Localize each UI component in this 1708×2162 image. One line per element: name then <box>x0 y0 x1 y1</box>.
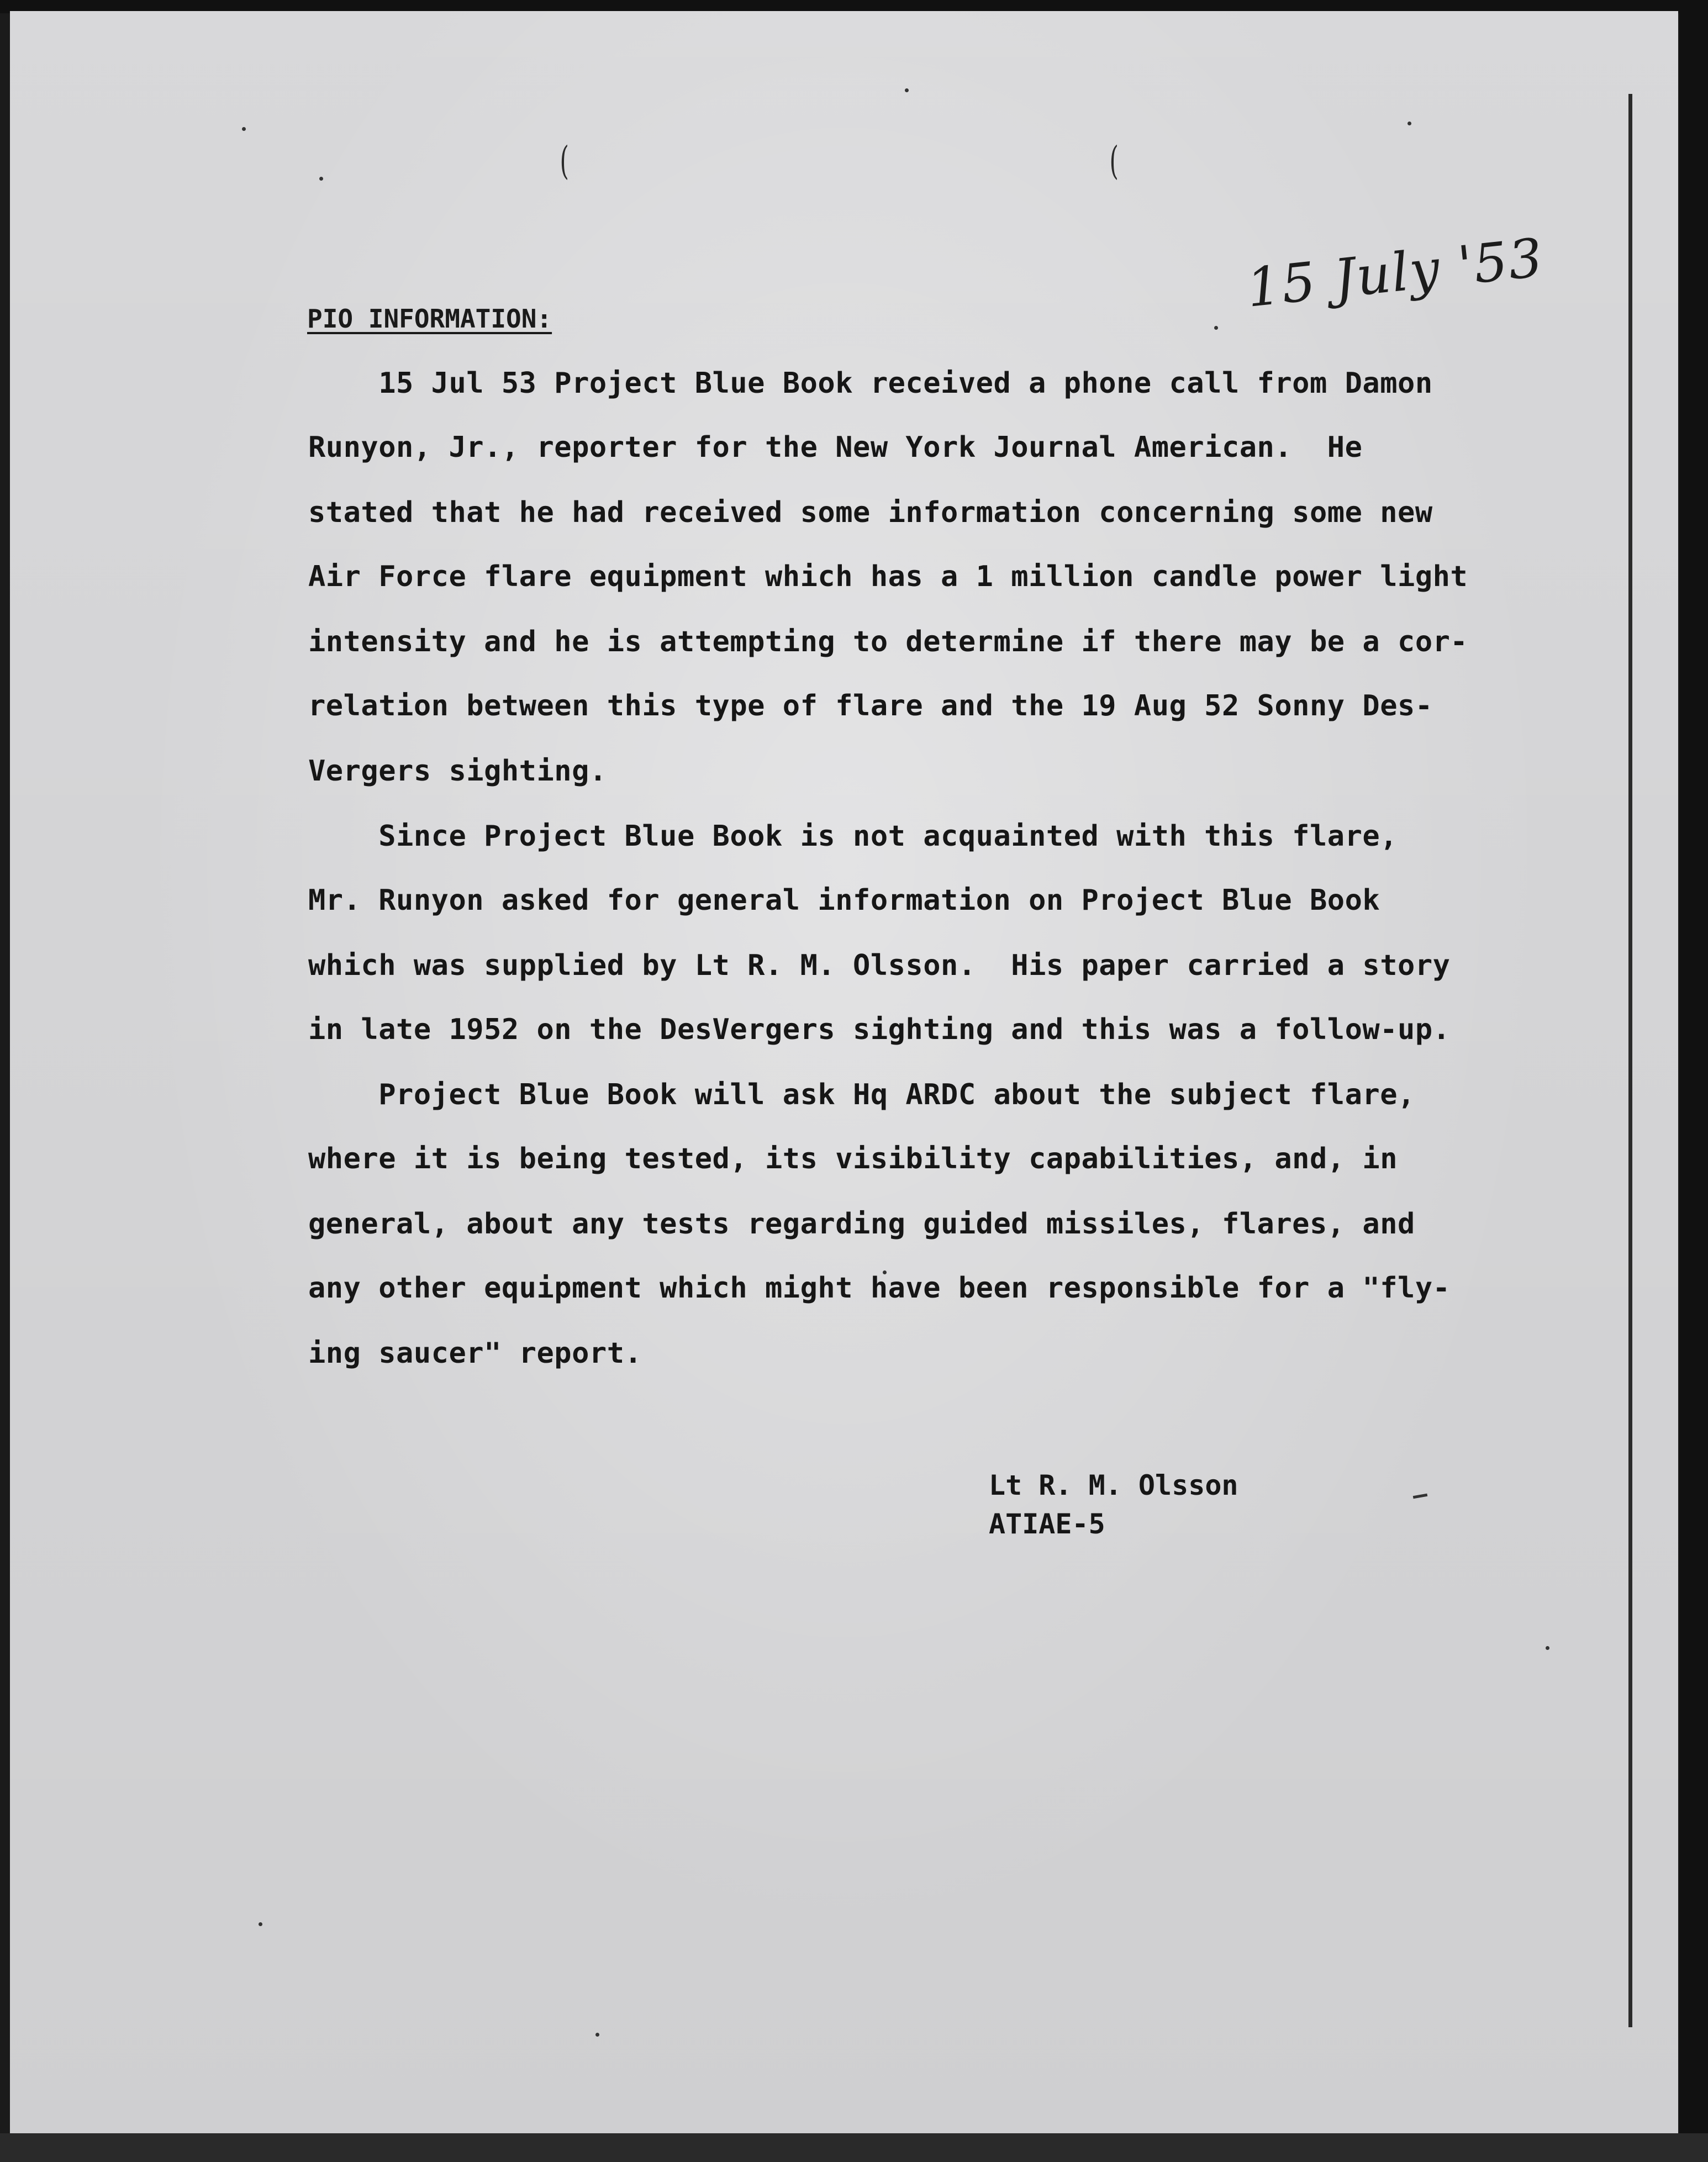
dust-speck <box>242 127 246 131</box>
body-line: Runyon, Jr., reporter for the New York Journal American. He <box>308 431 1363 464</box>
page-edge-rule <box>1628 94 1632 2027</box>
dust-speck <box>595 2033 599 2037</box>
body-line: Since Project Blue Book is not acquainted with this flare, <box>308 820 1398 853</box>
punch-hole-mark-right: ( <box>1109 138 1119 183</box>
body-line: Air Force flare equipment which has a 1 million candle power light <box>308 560 1468 593</box>
dust-speck <box>1214 326 1218 330</box>
stray-mark <box>1413 1494 1427 1499</box>
signature-office: ATIAE-5 <box>989 1508 1105 1540</box>
dust-speck <box>319 177 323 181</box>
punch-hole-mark-left: ( <box>560 138 569 183</box>
body-line: Project Blue Book will ask Hq ARDC about the subject flare, <box>308 1078 1415 1111</box>
dust-speck <box>1546 1646 1549 1650</box>
body-line: which was supplied by Lt R. M. Olsson. His paper carried a story <box>308 949 1451 982</box>
body-line: any other equipment which might have been responsible for a "fly- <box>308 1272 1451 1305</box>
film-edge-bottom <box>0 2133 1708 2162</box>
body-line: in late 1952 on the DesVergers sighting and this was a follow-up. <box>308 1013 1451 1046</box>
body-line: stated that he had received some information concerning some new <box>308 496 1433 529</box>
body-line: ing saucer" report. <box>308 1337 642 1370</box>
film-edge-right <box>1679 0 1708 2162</box>
dust-speck <box>259 1922 262 1926</box>
body-line: where it is being tested, its visibility capabilities, and, in <box>308 1142 1398 1175</box>
body-line: intensity and he is attempting to determine if there may be a cor- <box>308 625 1468 658</box>
body-line: Vergers sighting. <box>308 755 607 788</box>
document-page <box>10 11 1678 2133</box>
body-line: relation between this type of flare and the 19 Aug 52 Sonny Des- <box>308 689 1433 723</box>
body-line: Mr. Runyon asked for general information on Project Blue Book <box>308 884 1380 917</box>
dust-speck <box>1407 122 1411 125</box>
body-line: 15 Jul 53 Project Blue Book received a phone call from Damon <box>308 367 1433 400</box>
body-line: general, about any tests regarding guided missiles, flares, and <box>308 1207 1415 1241</box>
document-heading: PIO INFORMATION: <box>307 304 552 334</box>
dust-speck <box>905 88 909 92</box>
signature-name: Lt R. M. Olsson <box>989 1469 1238 1501</box>
handwritten-date: 15 July '53 <box>1243 226 1547 319</box>
